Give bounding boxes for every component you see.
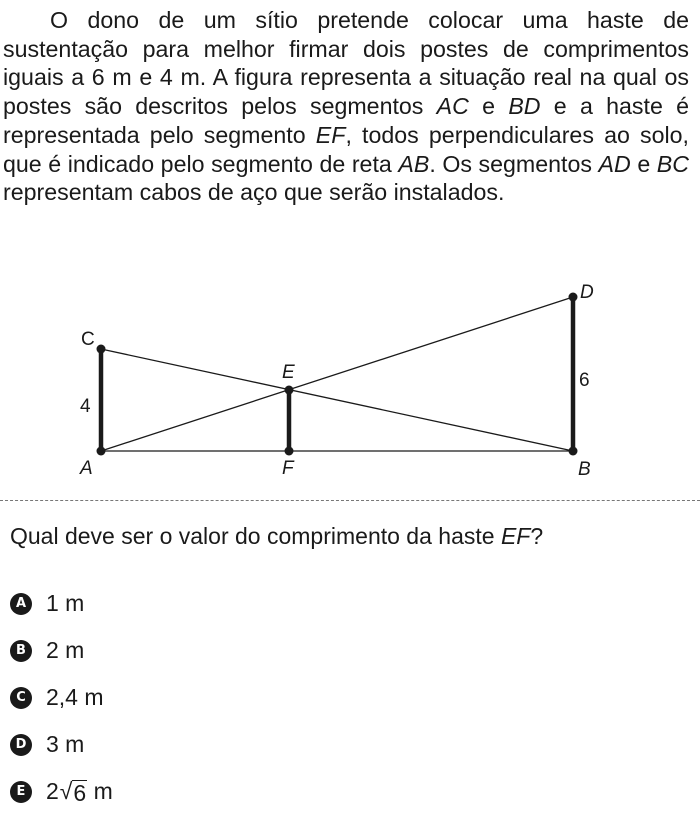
question-statement: O dono de um sítio pretende colocar uma haste de sustentação para melhor firmar dois postes de comprimentos iguais a 6 m e 4 m. A figura representa a situação real na qual os postes são descritos pelos segmentos AC e BD e a haste é representada pelo segmento EF, todos perpendiculares ao solo, que é indicado pelo segmento de reta AB. Os segmentos AD e BC representam cabos de aço que serão instalados. (3, 7, 690, 206)
segment-ad-ref: AD (598, 150, 631, 177)
option-b-text: 2 m (46, 637, 85, 663)
point-d (569, 293, 578, 302)
option-b-badge: B (10, 640, 32, 662)
label-f: F (282, 458, 294, 479)
option-c-text: 2,4 m (46, 684, 104, 710)
cable-bc (101, 349, 573, 451)
figure-svg (0, 270, 700, 490)
label-a: A (80, 458, 93, 479)
square-root: √ 6 (59, 778, 87, 806)
option-e-badge: E (10, 781, 32, 803)
option-c-badge: C (10, 687, 32, 709)
segment-ef-ref: EF (315, 121, 346, 148)
label-length-ac: 4 (80, 396, 91, 417)
point-c (97, 345, 106, 354)
option-e[interactable] (10, 768, 690, 815)
segment-ef-question: EF (500, 523, 531, 549)
segment-bd-ref: BD (508, 93, 541, 120)
point-b (569, 447, 578, 456)
segment-bc-ref: BC (656, 150, 690, 177)
option-d-badge: D (10, 734, 32, 756)
question-prompt: Qual deve ser o valor do comprimento da haste EF? (10, 523, 544, 549)
option-a-badge: A (10, 593, 32, 615)
point-a (97, 447, 106, 456)
option-d-text: 3 m (46, 731, 85, 757)
option-a-text: 1 m (46, 590, 85, 616)
label-d: D (580, 282, 594, 303)
label-e: E (282, 362, 295, 383)
cable-ad (101, 297, 573, 451)
option-b[interactable] (10, 627, 690, 674)
segment-ab-ref: AB (398, 150, 430, 177)
answer-options (10, 580, 690, 815)
section-divider (0, 500, 700, 501)
label-length-bd: 6 (579, 370, 590, 391)
option-e-text: 2 √ 6 m (46, 778, 113, 806)
label-b: B (578, 459, 591, 480)
option-d[interactable] (10, 721, 690, 768)
point-f (285, 447, 294, 456)
option-a[interactable] (10, 580, 690, 627)
option-c[interactable] (10, 674, 690, 721)
geometry-figure (0, 270, 700, 490)
segment-ac-ref: AC (436, 93, 469, 120)
point-e (285, 386, 294, 395)
label-c: C (81, 329, 95, 350)
